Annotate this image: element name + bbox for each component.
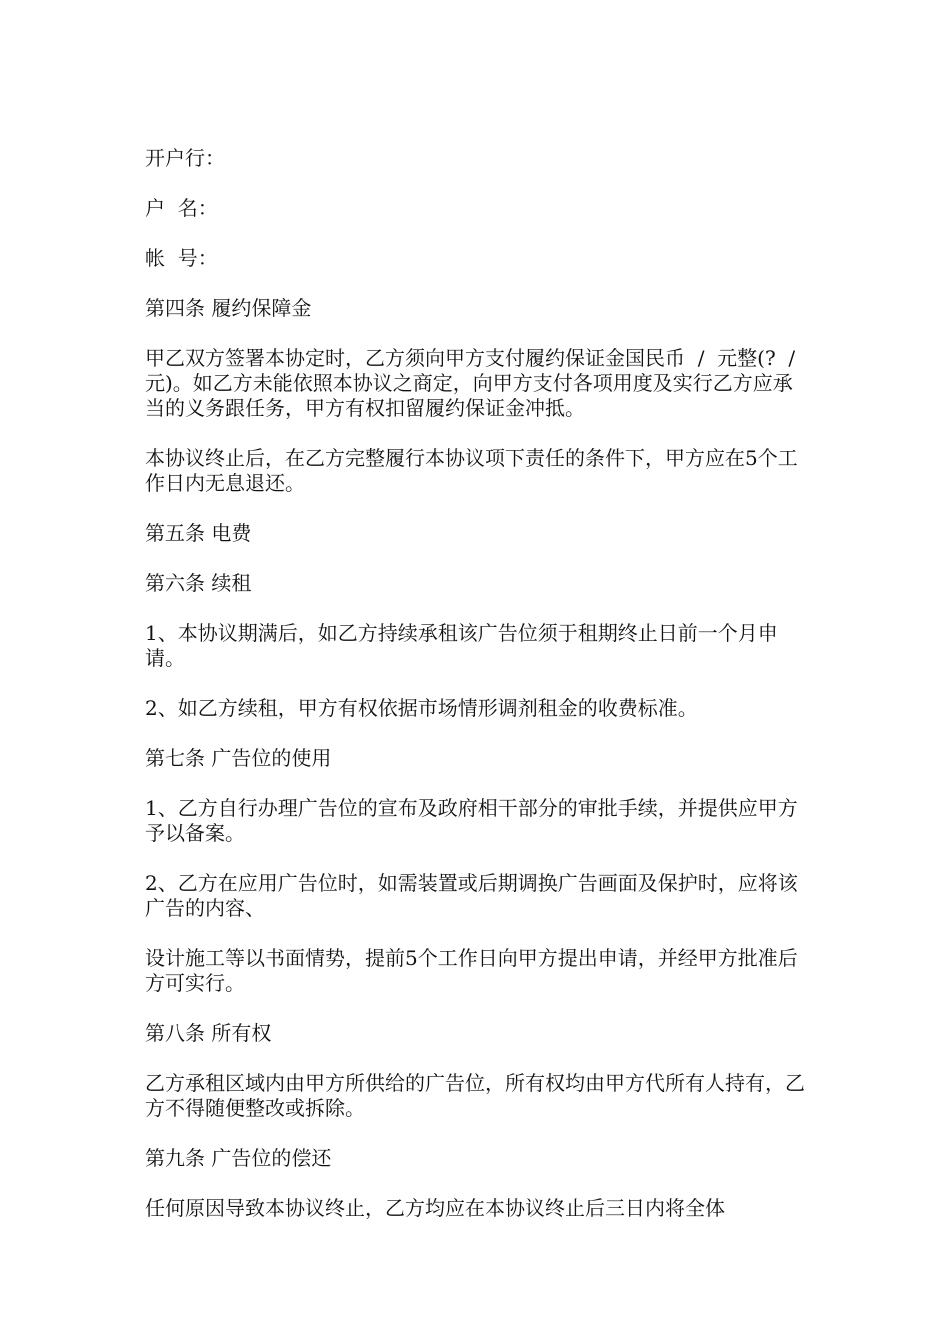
article-7-clause-1: 1、乙方自行办理广告位的宣布及政府相干部分的审批手续，并提供应甲方予以备案。 [145,796,798,845]
article-9-paragraph: 任何原因导致本协议终止，乙方均应在本协议终止后三日内将全体 [145,1196,725,1220]
article-9-heading: 第九条 广告位的偿还 [145,1146,332,1170]
article-8-heading: 第八条 所有权 [145,1021,272,1045]
article-6-clause-2: 2、如乙方续租，甲方有权依据市场情形调剂租金的收费标准。 [145,696,698,720]
article-5-heading: 第五条 电费 [145,521,252,545]
article-6-clause-1: 1、本协议期满后，如乙方持续承租该广告位须于租期终止日前一个月申请。 [145,621,778,670]
article-7-clause-2: 2、乙方在应用广告位时，如需装置或后期调换广告画面及保护时，应将该广告的内容、 [145,871,798,920]
article-7-heading: 第七条 广告位的使用 [145,746,332,770]
article-6-heading: 第六条 续租 [145,571,252,595]
article-7-clause-2-continued: 设计施工等以书面情势，提前5个工作日向甲方提出申请，并经甲方批准后方可实行。 [145,946,798,995]
article-8-paragraph: 乙方承租区域内由甲方所供给的广告位，所有权均由甲方代所有人持有，乙方不得随便整改或拆除。 [145,1071,805,1120]
article-4-paragraph-1: 甲乙双方签署本协定时，乙方须向甲方支付履约保证金国民币 / 元整(? / 元)。如乙方未能依照本协议之商定，向甲方支付各项用度及实行乙方应承当的义务跟任务，甲方有权扣留履约保证金冲抵。 [145,346,808,420]
bank-name-line: 开户行： [145,146,225,170]
account-number-line: 帐 号： [145,246,218,270]
account-name-line: 户 名： [145,196,218,220]
article-4-heading: 第四条 履约保障金 [145,296,312,320]
document-body [145,146,810,1246]
article-4-paragraph-2: 本协议终止后，在乙方完整履行本协议项下责任的条件下，甲方应在5个工作日内无息退还。 [145,446,798,495]
